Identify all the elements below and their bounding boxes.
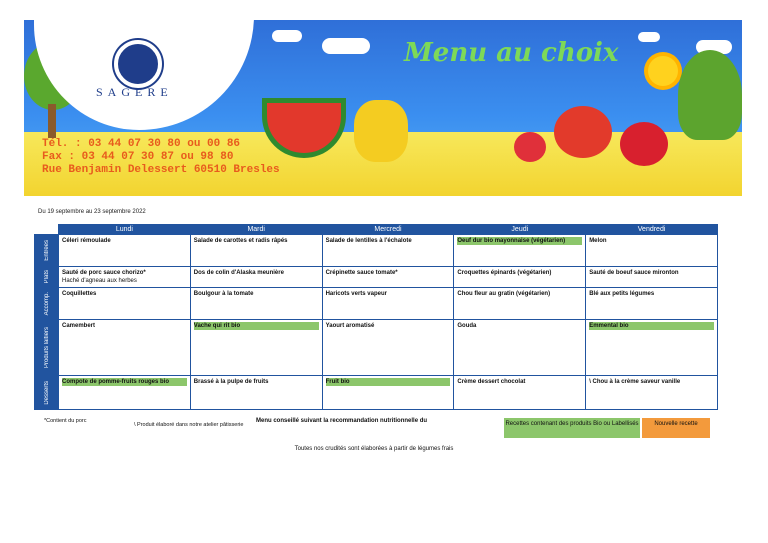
menu-cell [190,320,322,376]
dish-name: Crème dessert chocolat [457,379,526,385]
menu-cell [454,320,586,376]
menu-cell [454,288,586,320]
menu-cell [190,235,322,267]
dish-name: Boulgour à la tomate [193,291,254,297]
dish-name: Céleri rémoulade [62,238,111,244]
tree-icon [678,50,742,140]
menu-table [34,224,718,410]
logo-icon [114,40,162,88]
category-label-cell [35,235,59,267]
cloud-icon [322,38,370,54]
cherry-icon [620,122,668,166]
phone-text: Tél. : 03 44 07 30 80 ou 00 86 [42,138,241,150]
menu-cell [586,376,718,410]
strawberry-icon [514,132,546,162]
category-label-cell [35,376,59,410]
dish-name: Croquettes épinards (végétarien) [457,270,552,276]
category-label: Entrées [43,240,50,261]
dish-name: Fruit bio [326,378,451,386]
category-label-cell [35,267,59,288]
category-label: Desserts [43,380,50,405]
dish-name: Gouda [457,323,477,329]
dish-name: Haché d'agneau aux herbes [62,278,137,284]
dish-name: Emmental bio [589,322,714,330]
tomato-icon [554,106,612,158]
day-header: Lundi [59,225,191,235]
dish-name: Melon [589,238,607,244]
menu-cell [586,267,718,288]
dish-name: Brassé à la pulpe de fruits [193,379,269,385]
dish-name: Blé aux petits légumes [589,291,655,297]
category-label-cell [35,320,59,376]
bottom-note: Toutes nos crudités sont élaborées à partir de légumes frais [294,446,454,452]
nutrition-note: Menu conseillé suivant la recommandation nutritionnelle du [256,418,428,424]
footnotes [38,418,738,448]
homemade-note: \ Produit élaboré dans notre atelier pâtisserie [134,422,244,428]
dish-name: Salade de carottes et radis râpés [193,238,288,244]
menu-row [35,288,718,320]
brand-name: SAGERE [96,85,173,99]
menu-cell [59,320,191,376]
menu-row [35,376,718,410]
dish-name: \ Chou à la crème saveur vanille [589,379,681,385]
category-label-cell [35,288,59,320]
menu-page [24,20,742,452]
menu-cell [454,267,586,288]
address-text: Rue Benjamin Delessert 60510 Bresles [42,164,280,176]
dish-name: Chou fleur au gratin (végétarien) [457,291,551,297]
day-header: Jeudi [454,225,586,235]
menu-cell [586,320,718,376]
category-label: Produits laitiers [43,326,50,368]
dish-name: Coquillettes [62,291,97,297]
cloud-icon [272,30,302,42]
pepper-icon [354,100,408,162]
legend-new: Nouvelle recette [642,418,710,438]
dish-name: Yaourt aromatisé [325,323,375,329]
menu-cell [59,267,191,288]
category-label: Plats [43,270,50,284]
menu-cell [59,288,191,320]
dish-name: Dos de colin d'Alaska meunière [193,270,284,276]
menu-cell [454,376,586,410]
dish-name: Vache qui rit bio [194,322,319,330]
date-range: Du 19 septembre au 23 septembre 2022 [38,209,146,215]
fax-text: Fax : 03 44 07 30 87 ou 98 80 [42,151,234,163]
day-header: Vendredi [586,225,718,235]
menu-cell [322,376,454,410]
header-corner [35,225,59,235]
menu-row [35,320,718,376]
sun-icon [648,56,678,86]
contact-block [42,138,280,177]
page-title: Menu au choix [404,38,619,68]
pork-note: *Contient du porc [44,418,87,424]
dish-name: Sauté de porc sauce chorizo* [62,270,146,276]
legend-bio: Recettes contenant des produits Bio ou Labellisés [504,418,640,438]
menu-cell [190,376,322,410]
cloud-icon [638,32,660,42]
dish-name: Salade de lentilles à l'échalote [325,238,412,244]
menu-cell [59,235,191,267]
menu-cell [322,288,454,320]
menu-cell [322,235,454,267]
menu-row [35,235,718,267]
menu-cell [586,235,718,267]
dish-name: Oeuf dur bio mayonnaise (végétarien) [457,237,582,245]
dish-name: Camembert [62,323,96,329]
day-header-row [35,225,718,235]
dish-name: Crépinette sauce tomate* [325,270,398,276]
dish-name: Compote de pomme-fruits rouges bio [62,378,187,386]
menu-cell [59,376,191,410]
day-header: Mardi [190,225,322,235]
menu-cell [190,288,322,320]
dish-name: Haricots verts vapeur [325,291,387,297]
menu-cell [190,267,322,288]
menu-row [35,267,718,288]
menu-cell [586,288,718,320]
menu-cell [322,267,454,288]
day-header: Mercredi [322,225,454,235]
header-banner [24,20,742,196]
category-label: Accomp. [43,291,50,316]
menu-cell [322,320,454,376]
menu-cell [454,235,586,267]
dish-name: Sauté de boeuf sauce mironton [589,270,679,276]
tree-trunk [48,104,56,138]
